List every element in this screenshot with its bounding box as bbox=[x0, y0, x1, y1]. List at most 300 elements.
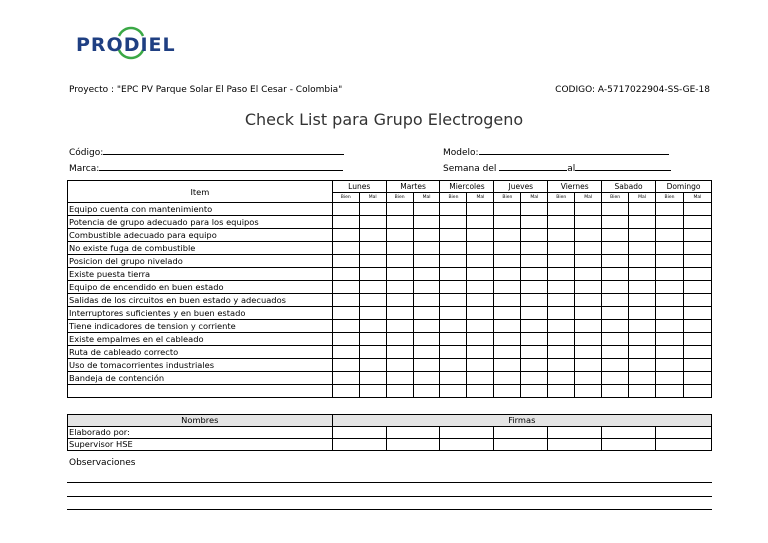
bien-cell[interactable] bbox=[602, 372, 629, 385]
bien-cell[interactable] bbox=[494, 320, 521, 333]
bien-header: Bien bbox=[548, 193, 575, 203]
table-row bbox=[68, 281, 712, 294]
mal-cell[interactable] bbox=[467, 203, 494, 216]
bien-cell[interactable] bbox=[494, 294, 521, 307]
bien-cell[interactable] bbox=[440, 281, 467, 294]
bien-cell[interactable] bbox=[656, 229, 684, 242]
signature-cell[interactable] bbox=[656, 439, 712, 451]
mal-cell[interactable] bbox=[521, 346, 548, 359]
mal-cell[interactable] bbox=[413, 359, 440, 372]
codigo-field[interactable] bbox=[69, 145, 344, 158]
bien-cell[interactable] bbox=[386, 255, 413, 268]
bien-cell[interactable] bbox=[332, 203, 359, 216]
bien-header: Bien bbox=[386, 193, 413, 203]
item-label: No existe fuga de combustible bbox=[68, 242, 333, 255]
table-row bbox=[68, 372, 712, 385]
mal-cell[interactable] bbox=[467, 281, 494, 294]
mal-cell[interactable] bbox=[521, 372, 548, 385]
bien-cell[interactable] bbox=[332, 320, 359, 333]
bien-cell[interactable] bbox=[440, 294, 467, 307]
semana-to-line bbox=[575, 161, 671, 171]
mal-cell[interactable] bbox=[413, 268, 440, 281]
mal-cell[interactable] bbox=[359, 242, 386, 255]
mal-cell[interactable] bbox=[467, 229, 494, 242]
signature-cell[interactable] bbox=[440, 427, 494, 439]
signature-cell[interactable] bbox=[602, 439, 656, 451]
table-row bbox=[68, 216, 712, 229]
mal-cell[interactable] bbox=[413, 333, 440, 346]
signature-cell[interactable] bbox=[494, 427, 548, 439]
mal-cell[interactable] bbox=[359, 385, 386, 398]
mal-cell[interactable] bbox=[575, 203, 602, 216]
mal-cell[interactable] bbox=[683, 372, 711, 385]
mal-cell[interactable] bbox=[413, 294, 440, 307]
nombres-header: Nombres bbox=[68, 415, 333, 427]
mal-cell[interactable] bbox=[521, 229, 548, 242]
bien-cell[interactable] bbox=[548, 203, 575, 216]
table-row bbox=[68, 333, 712, 346]
mal-cell[interactable] bbox=[575, 229, 602, 242]
mal-cell[interactable] bbox=[575, 294, 602, 307]
table-row bbox=[68, 320, 712, 333]
mal-cell[interactable] bbox=[359, 216, 386, 229]
table-row bbox=[68, 229, 712, 242]
bien-cell[interactable] bbox=[386, 372, 413, 385]
bien-cell[interactable] bbox=[656, 372, 684, 385]
day-header: Sabado bbox=[602, 181, 656, 193]
mal-cell[interactable] bbox=[467, 242, 494, 255]
bien-header: Bien bbox=[602, 193, 629, 203]
project-label: Proyecto : "EPC PV Parque Solar El Paso El Cesar - Colombia" bbox=[69, 85, 343, 95]
mal-cell[interactable] bbox=[629, 281, 656, 294]
codigo-label: Código: bbox=[69, 148, 104, 158]
mal-header: Mal bbox=[629, 193, 656, 203]
bien-cell[interactable] bbox=[332, 268, 359, 281]
mal-header: Mal bbox=[359, 193, 386, 203]
table-row bbox=[68, 307, 712, 320]
mal-cell[interactable] bbox=[575, 320, 602, 333]
bien-cell[interactable] bbox=[602, 307, 629, 320]
mal-cell[interactable] bbox=[467, 320, 494, 333]
bien-cell[interactable] bbox=[602, 216, 629, 229]
signature-cell[interactable] bbox=[656, 427, 712, 439]
bien-cell[interactable] bbox=[494, 307, 521, 320]
mal-cell[interactable] bbox=[629, 216, 656, 229]
mal-cell[interactable] bbox=[629, 307, 656, 320]
bien-cell[interactable] bbox=[440, 242, 467, 255]
mal-cell[interactable] bbox=[629, 268, 656, 281]
item-label: Bandeja de contención bbox=[68, 372, 333, 385]
bien-cell[interactable] bbox=[494, 372, 521, 385]
bien-cell[interactable] bbox=[602, 203, 629, 216]
day-header: Martes bbox=[386, 181, 440, 193]
item-label bbox=[68, 385, 333, 398]
bien-cell[interactable] bbox=[332, 229, 359, 242]
signature-cell[interactable] bbox=[602, 427, 656, 439]
mal-cell[interactable] bbox=[467, 294, 494, 307]
bien-cell[interactable] bbox=[656, 281, 684, 294]
mal-cell[interactable] bbox=[467, 333, 494, 346]
bien-cell[interactable] bbox=[602, 229, 629, 242]
mal-cell[interactable] bbox=[413, 242, 440, 255]
mal-cell[interactable] bbox=[629, 372, 656, 385]
bien-cell[interactable] bbox=[494, 346, 521, 359]
bien-cell[interactable] bbox=[332, 333, 359, 346]
signature-cell[interactable] bbox=[548, 439, 602, 451]
bien-cell[interactable] bbox=[440, 307, 467, 320]
bien-cell[interactable] bbox=[440, 346, 467, 359]
table-row bbox=[68, 385, 712, 398]
observaciones-line[interactable] bbox=[67, 496, 712, 497]
mal-cell[interactable] bbox=[467, 307, 494, 320]
mal-cell[interactable] bbox=[575, 255, 602, 268]
observaciones-line[interactable] bbox=[67, 509, 712, 510]
item-label: Potencia de grupo adecuado para los equipos bbox=[68, 216, 333, 229]
bien-cell[interactable] bbox=[548, 281, 575, 294]
bien-cell[interactable] bbox=[494, 385, 521, 398]
mal-cell[interactable] bbox=[575, 242, 602, 255]
item-label: Equipo de encendido en buen estado bbox=[68, 281, 333, 294]
mal-cell[interactable] bbox=[467, 385, 494, 398]
mal-cell[interactable] bbox=[467, 346, 494, 359]
bien-cell[interactable] bbox=[602, 268, 629, 281]
signature-row bbox=[68, 439, 712, 451]
bien-header: Bien bbox=[332, 193, 359, 203]
mal-header: Mal bbox=[683, 193, 711, 203]
bien-cell[interactable] bbox=[656, 346, 684, 359]
mal-cell[interactable] bbox=[359, 372, 386, 385]
mal-cell[interactable] bbox=[575, 307, 602, 320]
semana-from-line bbox=[499, 161, 567, 171]
mal-cell[interactable] bbox=[683, 307, 711, 320]
bien-cell[interactable] bbox=[440, 216, 467, 229]
bien-cell[interactable] bbox=[656, 242, 684, 255]
bien-cell[interactable] bbox=[494, 255, 521, 268]
bien-cell[interactable] bbox=[548, 229, 575, 242]
bien-cell[interactable] bbox=[440, 333, 467, 346]
bien-cell[interactable] bbox=[386, 307, 413, 320]
bien-cell[interactable] bbox=[332, 255, 359, 268]
bien-cell[interactable] bbox=[656, 255, 684, 268]
mal-cell[interactable] bbox=[359, 268, 386, 281]
mal-cell[interactable] bbox=[467, 268, 494, 281]
mal-cell[interactable] bbox=[683, 216, 711, 229]
mal-cell[interactable] bbox=[521, 333, 548, 346]
mal-cell[interactable] bbox=[359, 346, 386, 359]
bien-cell[interactable] bbox=[386, 320, 413, 333]
bien-cell[interactable] bbox=[386, 359, 413, 372]
mal-cell[interactable] bbox=[629, 255, 656, 268]
day-header-row bbox=[68, 181, 712, 193]
bien-cell[interactable] bbox=[602, 294, 629, 307]
bien-cell[interactable] bbox=[386, 242, 413, 255]
bien-cell[interactable] bbox=[548, 255, 575, 268]
mal-cell[interactable] bbox=[467, 216, 494, 229]
mal-cell[interactable] bbox=[683, 255, 711, 268]
logo-text: PRODIEL bbox=[76, 34, 176, 56]
marca-field[interactable] bbox=[69, 161, 343, 174]
mal-cell[interactable] bbox=[629, 346, 656, 359]
bien-cell[interactable] bbox=[332, 359, 359, 372]
mal-cell[interactable] bbox=[683, 268, 711, 281]
bien-cell[interactable] bbox=[494, 242, 521, 255]
mal-cell[interactable] bbox=[521, 294, 548, 307]
bien-cell[interactable] bbox=[656, 385, 684, 398]
bien-cell[interactable] bbox=[548, 359, 575, 372]
mal-cell[interactable] bbox=[683, 203, 711, 216]
mal-cell[interactable] bbox=[359, 229, 386, 242]
bien-cell[interactable] bbox=[494, 268, 521, 281]
mal-cell[interactable] bbox=[467, 359, 494, 372]
mal-cell[interactable] bbox=[521, 281, 548, 294]
item-label: Tiene indicadores de tension y corriente bbox=[68, 320, 333, 333]
bien-cell[interactable] bbox=[494, 229, 521, 242]
day-header: Viernes bbox=[548, 181, 602, 193]
signature-cell[interactable] bbox=[332, 427, 386, 439]
mal-cell[interactable] bbox=[413, 346, 440, 359]
mal-cell[interactable] bbox=[521, 385, 548, 398]
bien-cell[interactable] bbox=[386, 333, 413, 346]
item-header: Item bbox=[68, 181, 333, 203]
bien-cell[interactable] bbox=[602, 320, 629, 333]
bien-cell[interactable] bbox=[386, 216, 413, 229]
mal-cell[interactable] bbox=[683, 359, 711, 372]
prodiel-logo bbox=[76, 22, 201, 66]
mal-cell[interactable] bbox=[575, 372, 602, 385]
marca-line bbox=[99, 161, 343, 171]
bien-header: Bien bbox=[656, 193, 684, 203]
bien-cell[interactable] bbox=[656, 203, 684, 216]
bien-cell[interactable] bbox=[548, 216, 575, 229]
bien-cell[interactable] bbox=[440, 203, 467, 216]
mal-cell[interactable] bbox=[359, 281, 386, 294]
mal-cell[interactable] bbox=[683, 333, 711, 346]
mal-cell[interactable] bbox=[683, 320, 711, 333]
mal-cell[interactable] bbox=[575, 216, 602, 229]
table-row bbox=[68, 346, 712, 359]
mal-cell[interactable] bbox=[629, 242, 656, 255]
mal-cell[interactable] bbox=[521, 320, 548, 333]
mal-cell[interactable] bbox=[413, 372, 440, 385]
mal-cell[interactable] bbox=[521, 203, 548, 216]
mal-cell[interactable] bbox=[575, 346, 602, 359]
mal-cell[interactable] bbox=[413, 203, 440, 216]
mal-header: Mal bbox=[521, 193, 548, 203]
semana-field[interactable] bbox=[443, 161, 671, 174]
bien-cell[interactable] bbox=[386, 229, 413, 242]
mal-cell[interactable] bbox=[629, 385, 656, 398]
mal-cell[interactable] bbox=[683, 242, 711, 255]
mal-cell[interactable] bbox=[629, 333, 656, 346]
observaciones-line[interactable] bbox=[67, 482, 712, 483]
signature-cell[interactable] bbox=[386, 427, 440, 439]
bien-cell[interactable] bbox=[386, 281, 413, 294]
mal-cell[interactable] bbox=[629, 203, 656, 216]
mal-cell[interactable] bbox=[359, 333, 386, 346]
bien-cell[interactable] bbox=[332, 281, 359, 294]
bien-cell[interactable] bbox=[548, 294, 575, 307]
signature-cell[interactable] bbox=[440, 439, 494, 451]
mal-cell[interactable] bbox=[413, 320, 440, 333]
bien-cell[interactable] bbox=[548, 307, 575, 320]
mal-cell[interactable] bbox=[467, 372, 494, 385]
item-label: Uso de tomacorrientes industriales bbox=[68, 359, 333, 372]
bien-cell[interactable] bbox=[656, 307, 684, 320]
bien-cell[interactable] bbox=[440, 385, 467, 398]
mal-cell[interactable] bbox=[575, 359, 602, 372]
bien-cell[interactable] bbox=[386, 203, 413, 216]
bien-cell[interactable] bbox=[548, 268, 575, 281]
bien-cell[interactable] bbox=[332, 294, 359, 307]
bien-cell[interactable] bbox=[602, 255, 629, 268]
signature-table bbox=[67, 414, 712, 451]
bien-cell[interactable] bbox=[440, 372, 467, 385]
bien-cell[interactable] bbox=[602, 346, 629, 359]
codigo-line bbox=[103, 145, 344, 155]
mal-cell[interactable] bbox=[413, 255, 440, 268]
bien-cell[interactable] bbox=[494, 203, 521, 216]
mal-cell[interactable] bbox=[413, 385, 440, 398]
bien-cell[interactable] bbox=[602, 385, 629, 398]
bien-cell[interactable] bbox=[548, 372, 575, 385]
mal-cell[interactable] bbox=[359, 320, 386, 333]
bien-cell[interactable] bbox=[656, 333, 684, 346]
item-label: Combustible adecuado para equipo bbox=[68, 229, 333, 242]
mal-cell[interactable] bbox=[629, 229, 656, 242]
item-label: Existe puesta tierra bbox=[68, 268, 333, 281]
checklist-table bbox=[67, 180, 712, 398]
bien-cell[interactable] bbox=[440, 255, 467, 268]
item-label: Equipo cuenta con mantenimiento bbox=[68, 203, 333, 216]
mal-cell[interactable] bbox=[575, 385, 602, 398]
mal-cell[interactable] bbox=[683, 294, 711, 307]
day-header: Lunes bbox=[332, 181, 386, 193]
mal-cell[interactable] bbox=[413, 307, 440, 320]
mal-cell[interactable] bbox=[359, 307, 386, 320]
bien-cell[interactable] bbox=[494, 359, 521, 372]
bien-cell[interactable] bbox=[386, 268, 413, 281]
bien-cell[interactable] bbox=[494, 281, 521, 294]
supervisor-label: Supervisor HSE bbox=[68, 439, 333, 451]
item-label: Salidas de los circuitos en buen estado y adecuados bbox=[68, 294, 333, 307]
mal-cell[interactable] bbox=[629, 320, 656, 333]
mal-cell[interactable] bbox=[521, 242, 548, 255]
mal-cell[interactable] bbox=[521, 216, 548, 229]
mal-header: Mal bbox=[575, 193, 602, 203]
page-title: Check List para Grupo Electrogeno bbox=[244, 110, 524, 129]
mal-cell[interactable] bbox=[683, 281, 711, 294]
bien-cell[interactable] bbox=[494, 216, 521, 229]
mal-cell[interactable] bbox=[575, 281, 602, 294]
modelo-field[interactable] bbox=[443, 145, 669, 158]
bien-cell[interactable] bbox=[656, 294, 684, 307]
mal-cell[interactable] bbox=[575, 268, 602, 281]
mal-cell[interactable] bbox=[521, 307, 548, 320]
mal-cell[interactable] bbox=[575, 333, 602, 346]
day-header: Miercoles bbox=[440, 181, 494, 193]
day-header: Jueves bbox=[494, 181, 548, 193]
modelo-line bbox=[479, 145, 669, 155]
bien-cell[interactable] bbox=[386, 346, 413, 359]
elaborado-label: Elaborado por: bbox=[68, 427, 333, 439]
bien-cell[interactable] bbox=[332, 372, 359, 385]
mal-cell[interactable] bbox=[359, 203, 386, 216]
bien-cell[interactable] bbox=[332, 385, 359, 398]
signature-cell[interactable] bbox=[494, 439, 548, 451]
bien-cell[interactable] bbox=[656, 320, 684, 333]
item-label: Posicion del grupo nivelado bbox=[68, 255, 333, 268]
bien-cell[interactable] bbox=[440, 320, 467, 333]
firmas-header: Firmas bbox=[332, 415, 711, 427]
bien-cell[interactable] bbox=[440, 268, 467, 281]
signature-cell[interactable] bbox=[548, 427, 602, 439]
bien-cell[interactable] bbox=[440, 229, 467, 242]
mal-cell[interactable] bbox=[359, 359, 386, 372]
bien-cell[interactable] bbox=[656, 216, 684, 229]
table-row bbox=[68, 255, 712, 268]
bien-cell[interactable] bbox=[332, 307, 359, 320]
day-header: Domingo bbox=[656, 181, 712, 193]
bien-cell[interactable] bbox=[548, 346, 575, 359]
item-label: Existe empalmes en el cableado bbox=[68, 333, 333, 346]
signature-cell[interactable] bbox=[332, 439, 386, 451]
mal-cell[interactable] bbox=[359, 294, 386, 307]
mal-cell[interactable] bbox=[467, 255, 494, 268]
mal-cell[interactable] bbox=[521, 268, 548, 281]
bien-cell[interactable] bbox=[548, 242, 575, 255]
bien-cell[interactable] bbox=[602, 242, 629, 255]
bien-cell[interactable] bbox=[548, 320, 575, 333]
item-label: Ruta de cableado correcto bbox=[68, 346, 333, 359]
modelo-label: Modelo: bbox=[443, 148, 479, 158]
bien-cell[interactable] bbox=[656, 359, 684, 372]
signature-cell[interactable] bbox=[386, 439, 440, 451]
bien-cell[interactable] bbox=[332, 346, 359, 359]
table-row bbox=[68, 359, 712, 372]
bien-header: Bien bbox=[440, 193, 467, 203]
bien-cell[interactable] bbox=[440, 359, 467, 372]
signature-header-row bbox=[68, 415, 712, 427]
bien-cell[interactable] bbox=[602, 281, 629, 294]
mal-header: Mal bbox=[467, 193, 494, 203]
mal-cell[interactable] bbox=[521, 359, 548, 372]
bien-cell[interactable] bbox=[386, 385, 413, 398]
bien-cell[interactable] bbox=[602, 359, 629, 372]
table-row bbox=[68, 294, 712, 307]
observaciones-label: Observaciones bbox=[69, 458, 136, 468]
mal-cell[interactable] bbox=[413, 281, 440, 294]
bien-cell[interactable] bbox=[548, 333, 575, 346]
mal-cell[interactable] bbox=[683, 229, 711, 242]
mal-cell[interactable] bbox=[521, 255, 548, 268]
mal-cell[interactable] bbox=[629, 294, 656, 307]
bien-cell[interactable] bbox=[602, 333, 629, 346]
mal-cell[interactable] bbox=[683, 346, 711, 359]
bien-cell[interactable] bbox=[656, 268, 684, 281]
bien-cell[interactable] bbox=[494, 333, 521, 346]
mal-cell[interactable] bbox=[359, 255, 386, 268]
mal-cell[interactable] bbox=[413, 229, 440, 242]
bien-cell[interactable] bbox=[386, 294, 413, 307]
mal-cell[interactable] bbox=[629, 359, 656, 372]
bien-cell[interactable] bbox=[548, 385, 575, 398]
bien-cell[interactable] bbox=[332, 242, 359, 255]
table-row bbox=[68, 268, 712, 281]
mal-cell[interactable] bbox=[683, 385, 711, 398]
al-label: al bbox=[567, 164, 576, 174]
bien-cell[interactable] bbox=[332, 216, 359, 229]
mal-cell[interactable] bbox=[413, 216, 440, 229]
